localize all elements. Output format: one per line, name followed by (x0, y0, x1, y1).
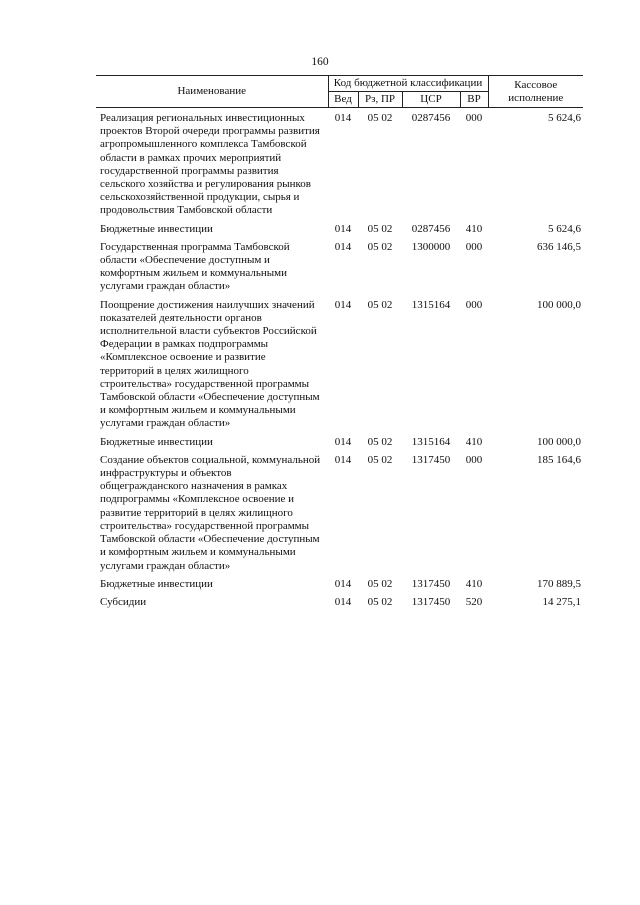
row-rz-pr: 05 02 (367, 112, 393, 124)
row-ved: 014 (334, 222, 352, 235)
header-vr: ВР (460, 92, 488, 108)
row-name: Бюджетные инвестиции (100, 435, 213, 448)
row-vr: 410 (465, 435, 483, 448)
row-name: Поощрение достижения наилучших значений показателей деятельности органов исполнительной власти субъектов Российской Федерации в рамках подпрограммы «Комплексное освоение и развитие территорий в целях жилищного строительства» государственной программы Тамбовской области «Обеспечение доступным и комфортным жильем и коммунальными услугами граждан области» (100, 298, 320, 430)
header-name: Наименование (96, 76, 328, 108)
row-ved: 014 (334, 595, 352, 608)
table-row (96, 299, 583, 436)
table-row (96, 596, 583, 614)
table-body (96, 108, 583, 615)
row-rz-pr: 05 02 (367, 595, 393, 608)
row-name: Реализация региональных инвестиционных проектов Второй очереди программы развития агропромышленного комплекса Тамбовской области в рамках прочих мероприятий государственной программы развития сельского хозяйства и регулирования рынков сельскохозяйственной продукции, сырья и продовольствия Тамбовской области (100, 112, 320, 217)
table-row (96, 223, 583, 241)
row-rz-pr: 05 02 (367, 240, 393, 253)
header-code-group: Код бюджетной классификации (328, 76, 488, 92)
row-amount: 5 624,6 (548, 112, 582, 124)
row-vr: 410 (465, 577, 483, 590)
row-csr: 1315164 (411, 435, 451, 448)
header-csr: ЦСР (402, 92, 460, 108)
row-amount: 100 000,0 (537, 298, 582, 311)
row-rz-pr: 05 02 (367, 577, 393, 590)
table-row (96, 578, 583, 596)
table-header (96, 76, 583, 108)
row-amount: 636 146,5 (537, 240, 582, 253)
row-vr: 410 (465, 222, 483, 235)
row-csr: 1317450 (411, 577, 451, 590)
row-amount: 170 889,5 (537, 577, 582, 590)
table-row (96, 241, 583, 299)
row-csr: 1317450 (411, 453, 451, 466)
header-ved: Вед (328, 92, 358, 108)
row-ved: 014 (334, 435, 352, 448)
row-vr: 000 (465, 112, 483, 124)
row-ved: 014 (334, 453, 352, 466)
row-rz-pr: 05 02 (367, 435, 393, 448)
row-csr: 1315164 (411, 298, 451, 311)
row-rz-pr: 05 02 (367, 298, 393, 311)
table-row (96, 436, 583, 454)
row-csr: 0287456 (411, 222, 451, 235)
table-row (96, 454, 583, 578)
row-amount: 100 000,0 (537, 435, 582, 448)
row-name: Государственная программа Тамбовской области «Обеспечение доступным и комфортным жильем и коммунальными услугами граждан области» (100, 240, 290, 293)
row-vr: 000 (465, 240, 483, 253)
row-vr: 000 (465, 453, 483, 466)
row-amount: 5 624,6 (548, 222, 582, 235)
row-csr: 1300000 (411, 240, 451, 253)
row-rz-pr: 05 02 (367, 453, 393, 466)
row-amount: 14 275,1 (542, 595, 582, 608)
row-name: Бюджетные инвестиции (100, 577, 213, 590)
row-csr: 1317450 (411, 595, 451, 608)
row-name: Субсидии (100, 595, 147, 608)
row-rz-pr: 05 02 (367, 222, 393, 235)
row-vr: 520 (465, 595, 483, 608)
table-row (96, 108, 583, 223)
row-ved: 014 (334, 298, 352, 311)
page-number: 160 (311, 56, 329, 68)
row-ved: 014 (334, 112, 352, 124)
row-name: Бюджетные инвестиции (100, 222, 213, 235)
row-vr: 000 (465, 298, 483, 311)
budget-table (96, 75, 583, 614)
header-amount: Кассовое исполнение (488, 76, 583, 108)
row-amount: 185 164,6 (537, 453, 582, 466)
row-ved: 014 (334, 240, 352, 253)
row-ved: 014 (334, 577, 352, 590)
row-csr: 0287456 (411, 112, 451, 124)
header-rz-pr: Рз, ПР (358, 92, 402, 108)
row-name: Создание объектов социальной, коммунальной инфраструктуры и объектов общегражданского назначения в рамках подпрограммы «Комплексное освоение и развитие территорий в целях жилищного строительства» государственной программы Тамбовской области «Обеспечение доступным и комфортным жильем и коммунальными услугами граждан области» (100, 453, 321, 572)
